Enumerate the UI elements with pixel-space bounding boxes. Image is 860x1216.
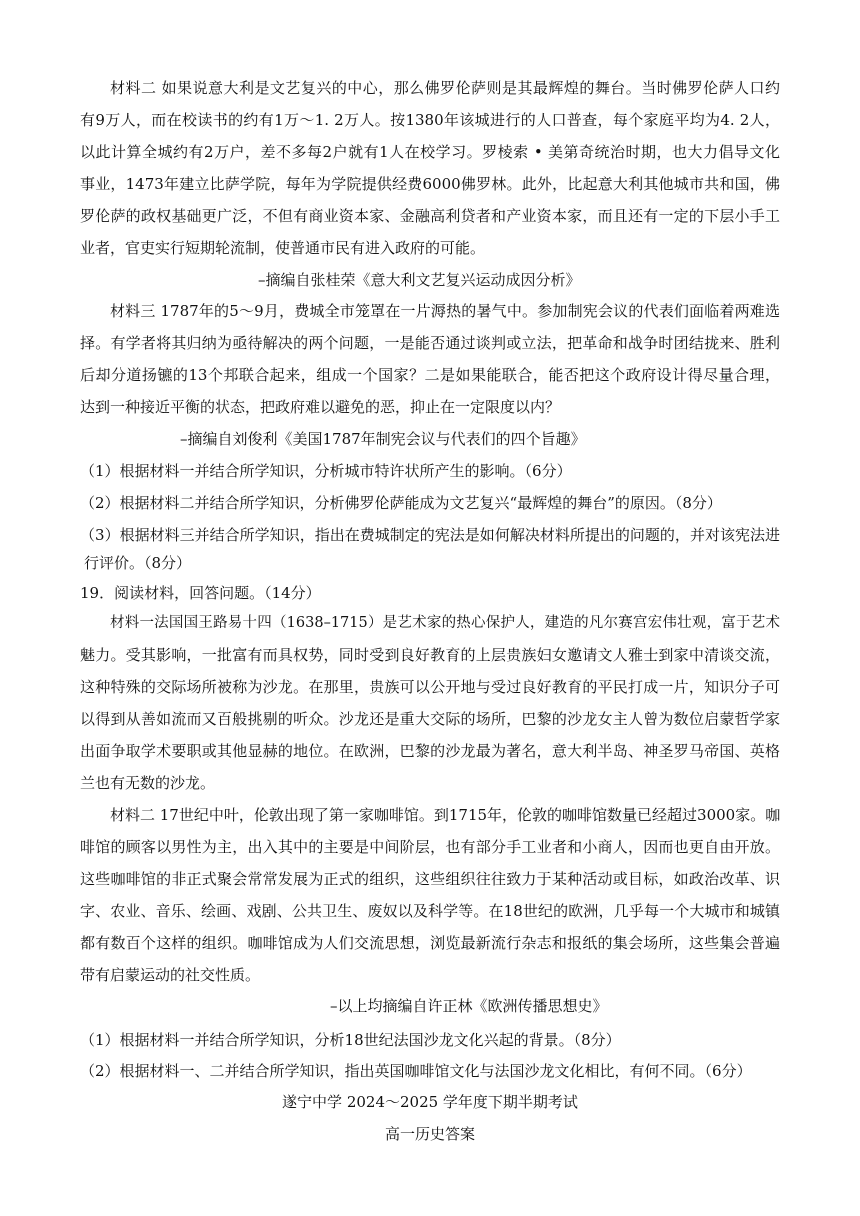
q18-question-1: （1）根据材料一并结合所学知识，分析城市特许状所产生的影响。（6分） xyxy=(80,462,572,480)
exam-title: 遂宁中学 2024～2025 学年度下期半期考试 xyxy=(282,1093,578,1111)
q19-material-1-line-6: 兰也有无数的沙龙。 xyxy=(80,774,216,792)
q19-material-2-line-2: 啡馆的顾客以男性为主，出入其中的主要是中间阶层，也有部分手工业者和小商人，因而也更自由开放。 xyxy=(80,838,780,856)
material-2-line-5: 罗伦萨的政权基础更广泛，不但有商业资本家、金融高利贷者和产业资本家，而且还有一定的下层小手工 xyxy=(80,207,780,225)
material-2-line-4: 事业，1473年建立比萨学院，每年为学院提供经费6000佛罗林。此外，比起意大利其他城市共和国，佛 xyxy=(80,175,780,193)
q19-question-2: （2）根据材料一、二并结合所学知识，指出英国咖啡馆文化与法国沙龙文化相比，有何不同。（6分） xyxy=(80,1062,752,1080)
material-2-source: –摘编自张桂荣《意大利文艺复兴运动成因分析》 xyxy=(258,271,581,289)
q19-material-2-line-3: 这些咖啡馆的非正式聚会常常发展为正式的组织，这些组织往往致力于某种活动或目标，如政治改革、识 xyxy=(80,870,780,888)
q19-material-2-line-1: 材料二 17世纪中叶，伦敦出现了第一家咖啡馆。到1715年，伦敦的咖啡馆数量已经超过3000家。咖 xyxy=(110,806,781,824)
answer-title: 高一历史答案 xyxy=(384,1125,475,1143)
q18-question-3-line-1: （3）根据材料三并结合所学知识，指出在费城制定的宪法是如何解决材料所提出的问题的，并对该宪法进 xyxy=(80,526,780,544)
material-3-line-2: 择。有学者将其归纳为亟待解决的两个问题，一是能否通过谈判或立法，把革命和战争时团结拢来、胜利 xyxy=(80,334,780,352)
material-3-line-1: 材料三 1787年的5～9月，费城全市笼罩在一片溽热的暑气中。参加制宪会议的代表们面临着两难选 xyxy=(110,302,780,320)
q19-material-2-line-5: 都有数百个这样的组织。咖啡馆成为人们交流思想，浏览最新流行杂志和报纸的集会场所，这些集会普遍 xyxy=(80,934,780,952)
q19-material-1-line-5: 出面争取学术要职或其他显赫的地位。在欧洲，巴黎的沙龙最为著名，意大利半岛、神圣罗马帝国、英格 xyxy=(80,742,780,760)
material-2-line-2: 有9万人，而在校读书的约有1万～1. 2万人。按1380年该城进行的人口普查，每个家庭平均为4. 2人， xyxy=(80,111,780,129)
material-3-line-3: 后却分道扬镳的13个邦联合起来，组成一个国家？二是如果能联合，能否把这个政府设计得尽量合理， xyxy=(80,366,780,384)
q19-question-1: （1）根据材料一并结合所学知识，分析18世纪法国沙龙文化兴起的背景。（8分） xyxy=(80,1031,621,1049)
material-2-line-3: 以此计算全城约有2万户，差不多每2户就有1人在校学习。罗棱索 • 美第奇统治时期，也大力倡导文化 xyxy=(80,143,780,161)
q19-heading: 19．阅读材料，回答问题。（14分） xyxy=(80,584,321,602)
q19-material-1-line-2: 魅力。受其影响，一批富有而具权势，同时受到良好教育的上层贵族妇女邀请文人雅士到家中清谈交流， xyxy=(80,646,780,664)
q19-material-2-line-4: 字、农业、音乐、绘画、戏剧、公共卫生、废奴以及科学等。在18世纪的欧洲，几乎每一个大城市和城镇 xyxy=(80,902,780,920)
material-2-line-1: 材料二 如果说意大利是文艺复兴的中心，那么佛罗伦萨则是其最辉煌的舞台。当时佛罗伦萨人口约 xyxy=(110,79,780,97)
q19-source: –以上均摘编自许正林《欧洲传播思想史》 xyxy=(330,997,608,1015)
q18-question-2: （2）根据材料二并结合所学知识，分析佛罗伦萨能成为文艺复兴“最辉煌的舞台”的原因。（8分） xyxy=(80,494,722,512)
q19-material-1-line-3: 这种特殊的交际场所被称为沙龙。在那里，贵族可以公开地与受过良好教育的平民打成一片，知识分子可 xyxy=(80,678,780,696)
q19-material-1-line-1: 材料一法国国王路易十四（1638–1715）是艺术家的热心保护人，建造的凡尔赛宫宏伟壮观，富于艺术 xyxy=(110,615,780,631)
material-3-line-4: 达到一种接近平衡的状态，把政府难以避免的恶，抑止在一定限度以内？ xyxy=(80,398,561,416)
material-2-line-6: 业者，官吏实行短期轮流制，使普通市民有进入政府的可能。 xyxy=(80,239,486,257)
q19-material-1-line-4: 以得到从善如流而又百般挑剔的听众。沙龙还是重大交际的场所，巴黎的沙龙女主人曾为数位启蒙哲学家 xyxy=(80,710,780,728)
q19-material-2-line-6: 带有启蒙运动的社交性质。 xyxy=(80,966,261,984)
material-3-source: –摘编自刘俊利《美国1787年制宪会议与代表们的四个旨趣》 xyxy=(180,430,586,448)
q18-question-3-line-2: 行评价。（8分） xyxy=(84,554,192,572)
